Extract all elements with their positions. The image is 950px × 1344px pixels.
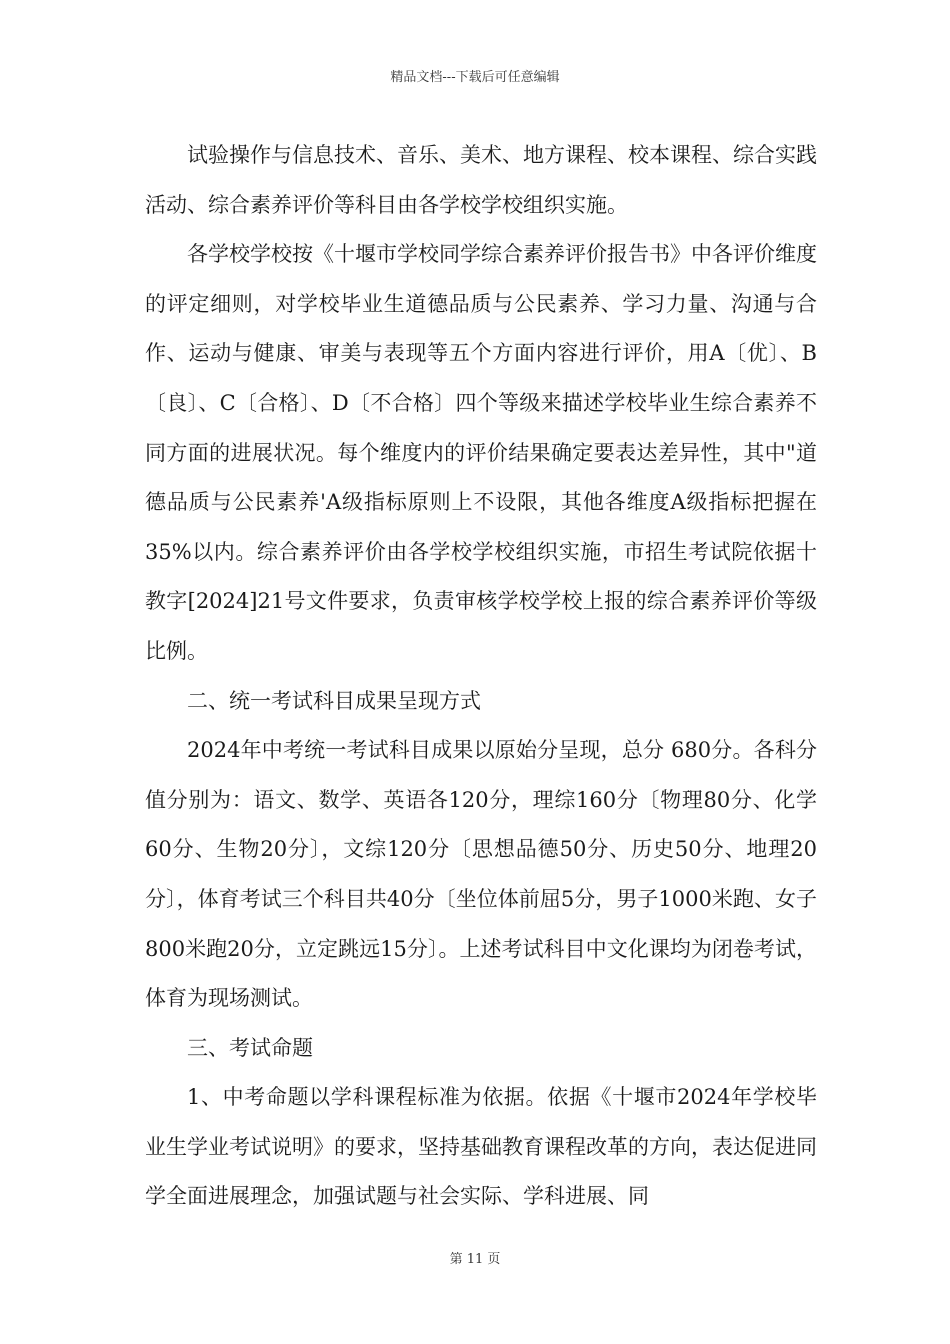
paragraph-score-breakdown: 2024年中考统一考试科目成果以原始分呈现，总分 680分。各科分值分别为：语文、数学、英语各120分，理综160分〔物理80分、化学60分、生物20分〕，文综120分〔思想品德50分、历史50分、地理20分〕，体育考试三个科目共40分〔坐位体前屈5分，男子1000米跑、女子800米跑20分，立定跳远15分〕。上述考试科目中文化课均为闭卷考试，体育为现场测试。 [145,738,817,1011]
paragraph-experiment-subjects: 试验操作与信息技术、音乐、美术、地方课程、校本课程、综合实践活动、综合素养评价等科目由各学校学校组织实施。 [145,143,817,217]
page-number: 第 11 页 [449,1252,501,1267]
paragraph-comprehensive-evaluation: 各学校学校按《十堰市学校同学综合素养评价报告书》中各评价维度的评定细则，对学校毕业生道德品质与公民素养、学习力量、沟通与合作、运动与健康、审美与表现等五个方面内容进行评价，用A〔优〕、B〔良〕、C〔合格〕、D〔不合格〕四个等级来描述学校毕业生综合素养不同方面的进展状况。每个维度内的评价结果确定要表达差异性，其中"道德品质与公民素养'A级指标原则上不设限，其他各维度A级指标把握在35%以内。综合素养评价由各学校学校组织实施，市招生考试院依据十教字[2024]21号文件要求，负责审核学校学校上报的综合素养评价等级比例。 [145,242,817,663]
paragraph-proposition-basis: 1、中考命题以学科课程标准为依据。依据《十堰市2024年学校毕业生学业考试说明》的要求，坚持基础教育课程改革的方向，表达促进同学全面进展理念，加强试题与社会实际、学科进展、同 [145,1085,817,1209]
section-heading-score-presentation: 二、统一考试科目成果呈现方式 [187,688,481,713]
section-heading-exam-proposition: 三、考试命题 [187,1035,313,1060]
page-header: 精品文档---下载后可任意编辑 [390,70,560,85]
document-body [145,131,817,1222]
